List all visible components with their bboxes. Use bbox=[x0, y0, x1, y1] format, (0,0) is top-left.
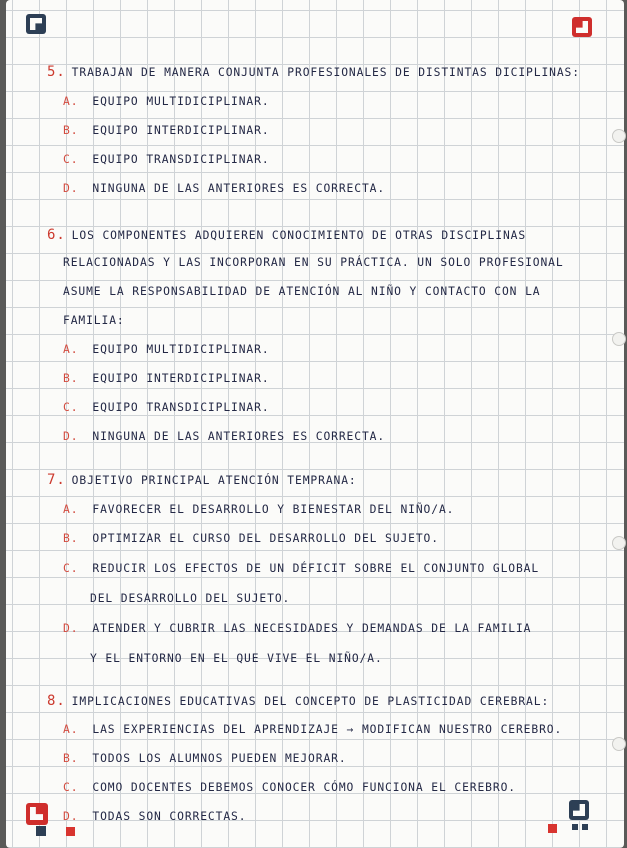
option-text: EQUIPO TRANSDICIPLINAR. bbox=[92, 401, 270, 414]
option-text: FAVORECER EL DESARROLLO Y BIENESTAR DEL NIÑO/A. bbox=[92, 503, 455, 516]
binder-hole-icon bbox=[612, 536, 626, 550]
question-text-line: RELACIONADAS Y LAS INCORPORAN EN SU PRÁCTICA. UN SOLO PROFESIONAL bbox=[63, 256, 564, 269]
notebook-page bbox=[6, 0, 624, 848]
option-letter: B. bbox=[63, 752, 79, 765]
option-text: OPTIMIZAR EL CURSO DEL DESARROLLO DEL SUJETO. bbox=[92, 532, 439, 545]
option-letter: D. bbox=[63, 430, 79, 443]
option-c bbox=[63, 153, 270, 166]
option-text: EQUIPO INTERDICIPLINAR. bbox=[92, 124, 270, 137]
option-letter: A. bbox=[63, 343, 79, 356]
binder-hole-icon bbox=[612, 332, 626, 346]
option-letter: B. bbox=[63, 532, 79, 545]
option-c bbox=[63, 401, 270, 414]
option-text: COMO DOCENTES DEBEMOS CONOCER CÓMO FUNCIONA EL CEREBRO. bbox=[92, 781, 516, 794]
question-5 bbox=[47, 64, 580, 80]
option-d bbox=[63, 182, 385, 195]
option-letter: C. bbox=[63, 781, 79, 794]
corner-bar-icon bbox=[36, 826, 46, 836]
option-letter: A. bbox=[63, 723, 79, 736]
option-b bbox=[63, 532, 439, 545]
dots-mark-icon bbox=[572, 824, 588, 830]
corner-mark-icon bbox=[572, 17, 592, 37]
option-d bbox=[63, 430, 385, 443]
question-number: 5. bbox=[47, 64, 66, 80]
square-mark-icon bbox=[548, 824, 557, 833]
option-a bbox=[63, 723, 562, 736]
option-b bbox=[63, 752, 347, 765]
question-text: LOS COMPONENTES ADQUIEREN CONOCIMIENTO DE OTRAS DISCIPLINAS bbox=[71, 229, 527, 242]
option-letter: C. bbox=[63, 562, 79, 575]
option-text: TODAS SON CORRECTAS. bbox=[92, 810, 247, 823]
option-c bbox=[63, 562, 539, 575]
option-text: EQUIPO INTERDICIPLINAR. bbox=[92, 372, 270, 385]
question-number: 8. bbox=[47, 693, 66, 709]
option-letter: D. bbox=[63, 810, 79, 823]
option-a bbox=[63, 343, 270, 356]
corner-mark-icon bbox=[26, 14, 46, 34]
option-letter: A. bbox=[63, 95, 79, 108]
question-text: OBJETIVO PRINCIPAL ATENCIÓN TEMPRANA: bbox=[71, 474, 357, 487]
option-c bbox=[63, 781, 516, 794]
question-text: IMPLICACIONES EDUCATIVAS DEL CONCEPTO DE PLASTICIDAD CEREBRAL: bbox=[71, 695, 550, 708]
question-text-line: ASUME LA RESPONSABILIDAD DE ATENCIÓN AL NIÑO Y CONTACTO CON LA bbox=[63, 285, 541, 298]
binder-hole-icon bbox=[612, 129, 626, 143]
option-text: EQUIPO MULTIDICIPLINAR. bbox=[92, 343, 270, 356]
option-b bbox=[63, 372, 270, 385]
option-d bbox=[63, 622, 531, 635]
option-text-continued: Y EL ENTORNO EN EL QUE VIVE EL NIÑO/A. bbox=[90, 652, 383, 665]
question-text-line: FAMILIA: bbox=[63, 314, 125, 327]
option-letter: D. bbox=[63, 622, 79, 635]
option-a bbox=[63, 95, 270, 108]
option-letter: B. bbox=[63, 124, 79, 137]
corner-mark-icon bbox=[569, 800, 589, 820]
question-number: 6. bbox=[47, 227, 66, 243]
option-letter: C. bbox=[63, 153, 79, 166]
question-number: 7. bbox=[47, 472, 66, 488]
question-text: TRABAJAN DE MANERA CONJUNTA PROFESIONALES DE DISTINTAS DICIPLINAS: bbox=[71, 66, 580, 79]
option-text: LAS EXPERIENCIAS DEL APRENDIZAJE → MODIFICAN NUESTRO CEREBRO. bbox=[92, 723, 563, 736]
option-letter: A. bbox=[63, 503, 79, 516]
question-7 bbox=[47, 472, 357, 488]
option-a bbox=[63, 503, 454, 516]
option-text: NINGUNA DE LAS ANTERIORES ES CORRECTA. bbox=[92, 430, 386, 443]
binder-hole-icon bbox=[612, 737, 626, 751]
option-letter: D. bbox=[63, 182, 79, 195]
corner-mark-icon bbox=[26, 803, 48, 825]
option-text-continued: DEL DESARROLLO DEL SUJETO. bbox=[90, 592, 291, 605]
option-text: EQUIPO MULTIDICIPLINAR. bbox=[92, 95, 270, 108]
option-text: ATENDER Y CUBRIR LAS NECESIDADES Y DEMANDAS DE LA FAMILIA bbox=[92, 622, 532, 635]
square-mark-icon bbox=[66, 827, 75, 836]
option-text: NINGUNA DE LAS ANTERIORES ES CORRECTA. bbox=[92, 182, 386, 195]
question-8 bbox=[47, 693, 549, 709]
option-text: TODOS LOS ALUMNOS PUEDEN MEJORAR. bbox=[92, 752, 347, 765]
option-text: REDUCIR LOS EFECTOS DE UN DÉFICIT SOBRE EL CONJUNTO GLOBAL bbox=[92, 562, 540, 575]
option-letter: C. bbox=[63, 401, 79, 414]
option-letter: B. bbox=[63, 372, 79, 385]
option-d bbox=[63, 810, 246, 823]
option-text: EQUIPO TRANSDICIPLINAR. bbox=[92, 153, 270, 166]
question-6 bbox=[47, 227, 526, 243]
option-b bbox=[63, 124, 270, 137]
